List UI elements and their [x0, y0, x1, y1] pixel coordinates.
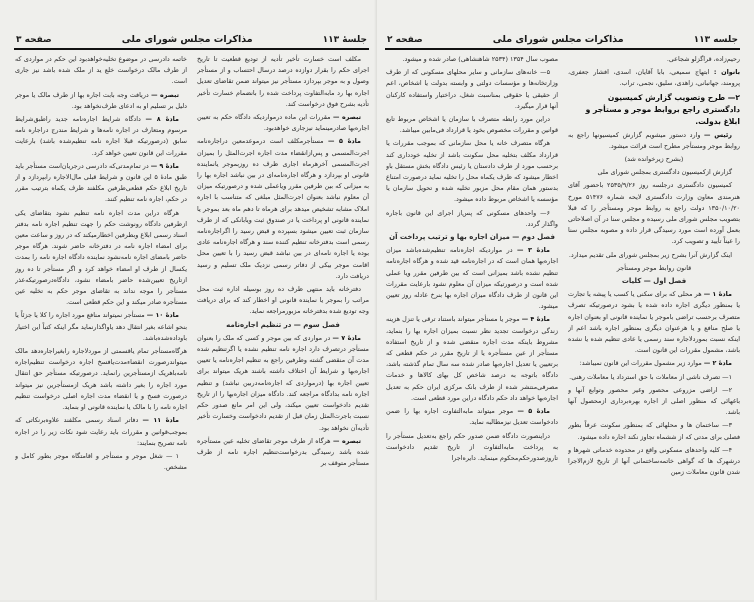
paragraph	[568, 250, 740, 261]
publication-title: مذاکرات مجلس شورای ملی	[121, 34, 253, 45]
paragraph	[568, 180, 740, 247]
paragraph-text: (بشرح زیرخوانده شد)	[624, 155, 684, 164]
paragraph-text: ۱ — شغل موجر و مستأجر و اقامتگاه موجر بطور کامل و مشخص.	[15, 451, 187, 472]
column-right	[568, 54, 740, 602]
session-label: جلسه ۱۱۳	[693, 35, 738, 45]
paragraph-text: مصوب سال ۱۳۵۴ (۲۵۳۴ شاهنشاهی) صادر شده و میشود.	[402, 55, 558, 63]
page-columns	[385, 54, 740, 602]
paragraph-text: دریافت وجه بابت اجاره بها از طرف مالک یا موجر دلیل بر تسلیم او به ادعای طرف‌نخواهد بود.	[15, 90, 187, 110]
article-label: مادهٔ ۱ —	[703, 290, 732, 299]
paragraph	[386, 54, 558, 65]
paragraph	[386, 67, 558, 112]
paragraph	[15, 161, 187, 206]
page-2	[377, 0, 754, 600]
paragraph	[15, 208, 187, 309]
paragraph	[15, 346, 187, 413]
paragraph	[197, 112, 369, 134]
paragraph	[15, 114, 187, 159]
column-right	[197, 54, 369, 602]
article-label: مادهٔ ۷ —	[332, 333, 362, 342]
paragraph	[386, 208, 558, 230]
paragraph	[386, 114, 558, 136]
paragraph	[568, 372, 740, 383]
article-label: تبصره —	[151, 90, 179, 99]
column-left	[386, 54, 558, 602]
paragraph	[568, 445, 740, 479]
session-label: جلسهٔ ۱۱۳	[322, 35, 367, 45]
agenda-heading	[568, 92, 740, 128]
paragraph	[568, 54, 740, 65]
paragraph	[197, 436, 369, 470]
paragraph-text: هرگاه دراین مدت اجاره نامه تنظیم نشود بتقاضای یکی ازطرفین دادگاه رونوشت حکم را جهت تنظیم اجاره نامه بدفتر اسناد رسمی ابلاغ وبطرفین اخطارمیکند که در روز و ساعت معین برای امضاء اجاره نامه در دفترخانه حاضر شوند. هرگاه موجر حاضر بامضای اجاره نامه‌نشود نماینده دادگاه اجاره نامه را بمدت یکسال از طرف او امضاء خواهد کرد و اگر مستأجر تا ده روز ازتاریخ تعیین‌شده حاضر بامضاء نشود، دادگاه‌درصورتیکه‌عذر مستأجر را موجه نداند به تقاضای موجر حکم به تخلیه عین مستأجره صادر میکند و این حکم قطعی است.	[15, 208, 187, 307]
paragraph-text: قانون روابط موجر ومستأجر	[616, 263, 692, 272]
paragraph	[386, 431, 558, 465]
section-title	[197, 320, 369, 331]
paragraph-text: فصل سوم — در تنظیم اجاره‌نامه	[226, 320, 340, 329]
paragraph	[197, 284, 369, 318]
paragraph-text: فصل اول — کلیات	[621, 277, 687, 286]
paragraph-text: ابتهاج سمیعی، بابا آقایان، اسدی، افشار جعفری، پرومند، جهانبانی، زاهدی، سلیق، نجمی، تراب.	[568, 68, 740, 88]
article-label: تبصره —	[332, 436, 361, 445]
paragraph	[386, 314, 558, 404]
paragraph-text: هرگاه متصرف خانه یا محل سازمانی که بموجب مقررات یا قرارداد مکلف بتخلیه محل سکونت باشد از تخلیه خودداری کند برحسب مورد از طرف دادستان یا رئیس دادگاه بخش مستقل باو اخطار میشود که ظرف یکماه محل را تخلیه نماید درصورت امتناع بدستور همان مقام محل مزبور تخلیه شده و تحویل سازمان یا مؤسسه یا اشخاص مربوط داده میشود.	[386, 139, 558, 204]
paragraph-text: دراین مورد رابطه متصرف با سازمان یا اشخاص مربوط تابع قوانین و مقررات مخصوص بخود یا قرارداد فی‌مابین میباشد.	[386, 115, 558, 135]
paragraph	[568, 130, 740, 152]
paragraph	[386, 138, 558, 205]
paragraph	[386, 245, 558, 312]
paragraph-text: دراینصورت دادگاه ضمن صدور حکم راجع به‌تعدیل مستأجر را به پرداخت مابه‌التفاوت از تاریخ تقدیم دادخواست تاروزصدورحکم‌محکوم مینماید. دایره‌اجرا	[386, 431, 558, 462]
paragraph-text: مقررات این ماده درمواردیکه دادگاه حکم به تعیین اجاره‌بها صادرمینماید نیزجاری خواهدبود.	[197, 113, 369, 133]
paragraph-text: دفترخانه باید منتهی ظرف ده روز بوسیله اداره ثبت محل مراتب را بموجر یا نماینده قانونی او اخطار کند که برای دریافت وجه تودیع شده بدفترخانه مزبورمراجعه نماید.	[197, 285, 369, 316]
paragraph	[197, 136, 369, 282]
paragraph	[568, 167, 740, 178]
article-label: تبصره —	[332, 113, 362, 122]
paragraph-text: خاتمه دادرسی در موضوع تخلیه‌خواهدبود این حکم در مواردی که از طرف مالک درخواست خلع ید از ملک شده باشد نیز جاری است.	[15, 55, 187, 86]
article-label: مادهٔ ۴ —	[521, 315, 550, 324]
paragraph	[568, 420, 740, 442]
paragraph	[197, 333, 369, 434]
article-label: مادهٔ ۲ —	[703, 359, 732, 368]
paragraph-text: در مواردی که بین موجر و کسی که ملک را بعنوان مستأجر درتصرف دارد اجاره نامه تنظیم نشده یا اگرتنظیم شده مدت آن منقضی گشته وطرفین راجع به تنظیم اجاره‌نامه یا تعیین اجاره‌بها و شرایط آن اختلاف داشته باشند هریک میتواند برای تعیین اجاره بها (درمواردی که اجاره‌نامه‌دربین نباشد) و تنظیم اجاره نامه بدادگاه مراجعه کند. دادگاه میزان اجاره‌بها را از تاریخ تقدیم دادخواست تعیین میکند، ولی این امر مانع صدور حکم نسبت باجرت‌المثل زمان قبل از تقدیم دادخواست وخسارت تأخیر تأدیه‌آن نخواهد بود.	[197, 333, 369, 432]
section-title	[386, 232, 558, 243]
paragraph-text: هرگاه‌مستأجر تمام یاقسمتی از موردلاجاره رابغیراجاره‌دهد مالک میتواندرصورت انقضاءمدت‌یافسخ اجاره درخواست تنظیم‌اجاره نامه‌باهریک ازمستأجرین رانماید. درصورتیکه مستأجر حق انتقال مورد اجاره را بغیر داشته باشد هریک ازمستأجرین نیز میتواند درصورت فسخ و یا انقضاء مدت اجاره اصلی درخواست تنظیم اجاره نامه را با مالک یا نماینده قانونی او بنماید.	[15, 347, 187, 412]
paragraph-text: ۶— واحدهای مسکونی که پس‌از اجرای این قانون باجاره واگذار گردد.	[386, 208, 558, 228]
page-columns	[14, 54, 369, 602]
paragraph-text: مکلف است خسارت تأخیر تأدیه از تودیع قطعیت تا تاریخ اجرای حکم را بقرار دوازده درصد درسال احتساب و از مستأجر وصول و به موجر بپردازد مستأجر نیز میتواند ضمن تقاضای تعدیل اجاره بها رد مابه‌التفاوت پرداخت شده را بانضمام خسارت تأخیر تأدیه بشرح فوق درخواست کند.	[197, 55, 369, 108]
paragraph-text: کمیسیون دادگستری درجلسه روز ۲۵۳۵/۹/۲۶ باحضور آقای هنرمندی معاون وزارت دادگستری لایحه شماره ۵۱۴۷۶ مورخ ۱۳۵۰/۱۰/۲۰ دولت راجع به روابط موجر ومستأجر را که قبلا بتصویب مجلس شورای ملی رسیده و مجلس سنا در آن اصلاحاتی بعمل آورده است مورد رسیدگی قرار داده و مصوبه مجلس سنا را عیناً تأیید و تصویب کرد.	[568, 181, 740, 246]
paragraph-text: موجر میتواند مابه‌التفاوت اجاره بها را ضمن دادخواست تعدیل نیزمطالبه نماید.	[386, 407, 558, 427]
paragraph	[15, 310, 187, 344]
paragraph	[386, 406, 558, 428]
column-left	[15, 54, 187, 602]
paragraph-text: وارد دستور میشویم گزارش کمیسیونها راجع به روابط موجر ومستأجر مطرح است قرائت میشود.	[568, 130, 740, 150]
paragraph-text: مستأجرمکلف است درموعدمعین دراجاره‌نامه اجرت‌المسمی و پس‌ازانقضاء مدت اجاره اجرت‌المثل را بمیزان اجرت‌المسمی آخرهرماه اجاری ظرف ده روزبموجر یانماینده قانونی او بپردازد و هرگاه اجاره‌نامه‌ای در بین نباشد اجاره بها را به میزانی که بین طرفین مقرر ویاعملی شده و درصورتیکه میزان آن معلوم نباشد بعنوان اجرت‌المثل مبلغی که متناسب با اجاره املاک مشابه تشخیص میدهد برای هرماه تا دهم ماه بعد بموجر یا نماینده قانونی او پرداخت یا در صندوق ثبت ویابانکی که از طرف سازمان ثبت تعیین میشود بسپرده و قبض رسید را اگراجاره‌نامه رسمی است بدفترخانه تنظیم کننده سند و هرگاه اجاره‌نامه عادی بوده یا اجاره نامه‌ای در بین نباشد قبض رسید را با تعیین محل اقامت موجر بیکی از دفاتر رسمی نزدیک ملک تسلیم و رسید دریافت دارد.	[197, 137, 369, 280]
paragraph	[568, 289, 740, 356]
article-label: مادهٔ ۹ —	[150, 161, 179, 170]
paragraph	[568, 385, 740, 419]
speaker-label: رئیس —	[704, 130, 732, 139]
paragraph	[197, 54, 369, 110]
paragraph-text: هرگاه از طرف موجر تقاضای تخلیه عین مستأجره شده باشد رسیدگی بدرخواست‌تنظیم اجاره نامه از طرف مستأجر متوقف بر	[197, 436, 369, 468]
paragraph	[15, 90, 187, 112]
article-label: مادهٔ ۸ —	[145, 115, 179, 124]
page-number-label: صفحه ۲	[387, 35, 423, 45]
paragraph	[15, 415, 187, 449]
paragraph-text: ۱— تصرف ناشی از معاملات با حق استرداد یا معاملات رهنی.	[569, 372, 732, 381]
paragraph-text: در مواردیکه اجاره‌نامه تنظیم‌شده‌باشد میزان اجاره‌بها همان است که در اجاره‌نامه قید شده و هرگاه اجاره‌نامه تنظیم نشده باشد بمیزانی است که بین طرفین مقرر ویا عملی شده است و درصورتیکه میزان آن معلوم نشود بارعایت مقررات این قانون از طرف دادگاه میزان اجاره بها بنرخ عادله روز تعیین میشود.	[386, 246, 558, 311]
paragraph-text: در تمام‌مدتی‌که دادرسی درجریان‌است مستأجر باید طبق مادهٔ ۵ این قانون و شرایط قبلی مال‌الاجاره رابپردازد و از تاریخ ابلاغ حکم قطعی‌طرفین مکلفند ظرف یکماه بترتیب مقرر در حکم، اجاره نامه تنظیم کنند.	[15, 161, 187, 204]
page-header	[385, 34, 740, 50]
paragraph-text: اینک گزارش آنرا بشرح زیر بمجلس شورای ملی تقدیم میدارد.	[568, 250, 732, 259]
paragraph-text: دادگاه شرایط اجاره‌نامه جدید راطبق‌شرایط مرسوم ومتعارف در اجاره نامه‌ها و شرایط مندرج دراجاره نامه سابق (درصورتیکه قبلا اجاره نامه تنظیم‌شده باشد) بارعایت مقررات این قانون تعیین خواهد کرد.	[15, 115, 187, 157]
paragraph-text: مستأجر نمیتواند منافع مورد اجاره را کلا یا جزئاً یا بنحو اشاعه بغیر انتقال دهد یاواگذارنماید مگر اینکه کتباً این اختیار باوداده‌شده‌باشد.	[15, 311, 187, 342]
paragraph-text: فصل دوم — میزان اجاره بها و ترتیب پرداخت آن	[389, 233, 555, 242]
paragraph-text: رحیم‌زاده، قراگزلو شجاعی.	[666, 55, 740, 63]
paragraph-text: ۲— اراضی مزروعی محصور وغیر محصور وتوابع آنها و باغهائی که منظور اصلی از اجاره بهره‌برداری ازمحصول آنها باشد.	[568, 385, 740, 417]
page-3	[0, 0, 377, 600]
paragraph-text: گزارش ازکمیسیون دادگستری بمجلس شورای ملی	[597, 168, 732, 177]
paragraph	[568, 358, 740, 369]
paragraph-text: هر محلی که برای سکنی یا کسب یا پیشه یا تجارت یا بمنظور دیگری اجاره داده شده یا بشود درصورتیکه تصرف متصرف برحسب تراضی باموجر یا نماینده قانونی او بعنوان اجاره یا صلح منافع و یا هرعنوان دیگری بمنظور اجاره باشد اعم از اینکه نسبت بموردلاجاره سند رسمی یا عادی تنظیم شده یا نشده باشد، مشمول مقررات این قانون است.	[568, 290, 740, 355]
paragraph-text: موارد زیر مشمول مقررات این قانون نمیباشد:	[579, 359, 704, 368]
centered-line	[568, 263, 740, 274]
paragraph	[15, 451, 187, 473]
paragraph	[15, 54, 187, 88]
paragraph	[568, 67, 740, 89]
page-number-label: صفحه ۳	[16, 35, 52, 45]
section-title	[568, 276, 740, 287]
article-label: مادهٔ ۱۰ —	[146, 311, 179, 320]
article-label: مادهٔ ۵ —	[328, 137, 361, 146]
paragraph-text: ۳— ساختمان ها و محلهائی که بمنظور سکونت عرفاً بطور فصلی برای مدتی که از ششماه تجاوز نکند اجاره داده میشود.	[568, 421, 740, 441]
speaker-label: بانوان :	[713, 68, 740, 77]
paragraph-text: ۵— خانه‌های سازمانی و سایر محلهای مسکونی که از طرف وزارتخانه‌ها و مؤسسات دولتی و وابسته بدولت یا اشخاص، اعم از حقیقی یا حقوقی بمناسبت شغل، دراختیار واستفاده کارکنان آنها قرار میگیرد.	[386, 68, 558, 110]
paragraph-text: موجر یا مستأجر میتواند باستناد ترقی یا تنزل هزینه زندگی درخواست تجدید نظر نسبت بمیزان اجاره بها را بنماید، مشروط باینکه مدت اجاره منقضی شده و از تاریخ استفاده مستأجر از عین مستأجره یا از تاریخ مقرر در حکم قطعی که برتعیین یا تعدیل اجاره‌بها صادر شده سه سال تمام گذشته باشد، دادگاه باتوجه به درصد شاخص کل بهای کالاها و خدمات مصرفی‌منتشر شده از طرف بانک مرکزی ایران حکم به تعدیل اجاره‌بها خواهد داد حکم دادگاه دراین مورد قطعی است.	[386, 315, 558, 402]
paragraph-text: ۴— کلیه واحدهای مسکونی واقع در محدوده خدماتی شهرها و درشهرک ها که گواهی خاتمه‌ساختمانی آنها از تاریخ لازم‌الاجرا شدن قانون معاملات زمین	[568, 445, 740, 477]
page-header	[14, 34, 369, 50]
publication-title: مذاکرات مجلس شورای ملی	[492, 34, 624, 45]
centered-line	[568, 154, 740, 165]
article-label: مادهٔ ۳ —	[516, 246, 550, 255]
article-label: مادهٔ ۵ —	[517, 407, 551, 416]
paragraph-text: دفاتر اسناد رسمی مکلفند علاوه‌برنکاتی که بموجب‌قوانین و مقررات باید رعایت شود نکات زیر را در اجاره نامه تصریح بنمایند:	[15, 416, 187, 447]
paragraph-text: ۲— طرح وتصویب گزارش کمیسیون دادگستری راجع بروابط موجر و مستأجر و ابلاغ بدولت.	[585, 92, 740, 126]
article-label: مادهٔ ۱۱ —	[142, 416, 179, 425]
